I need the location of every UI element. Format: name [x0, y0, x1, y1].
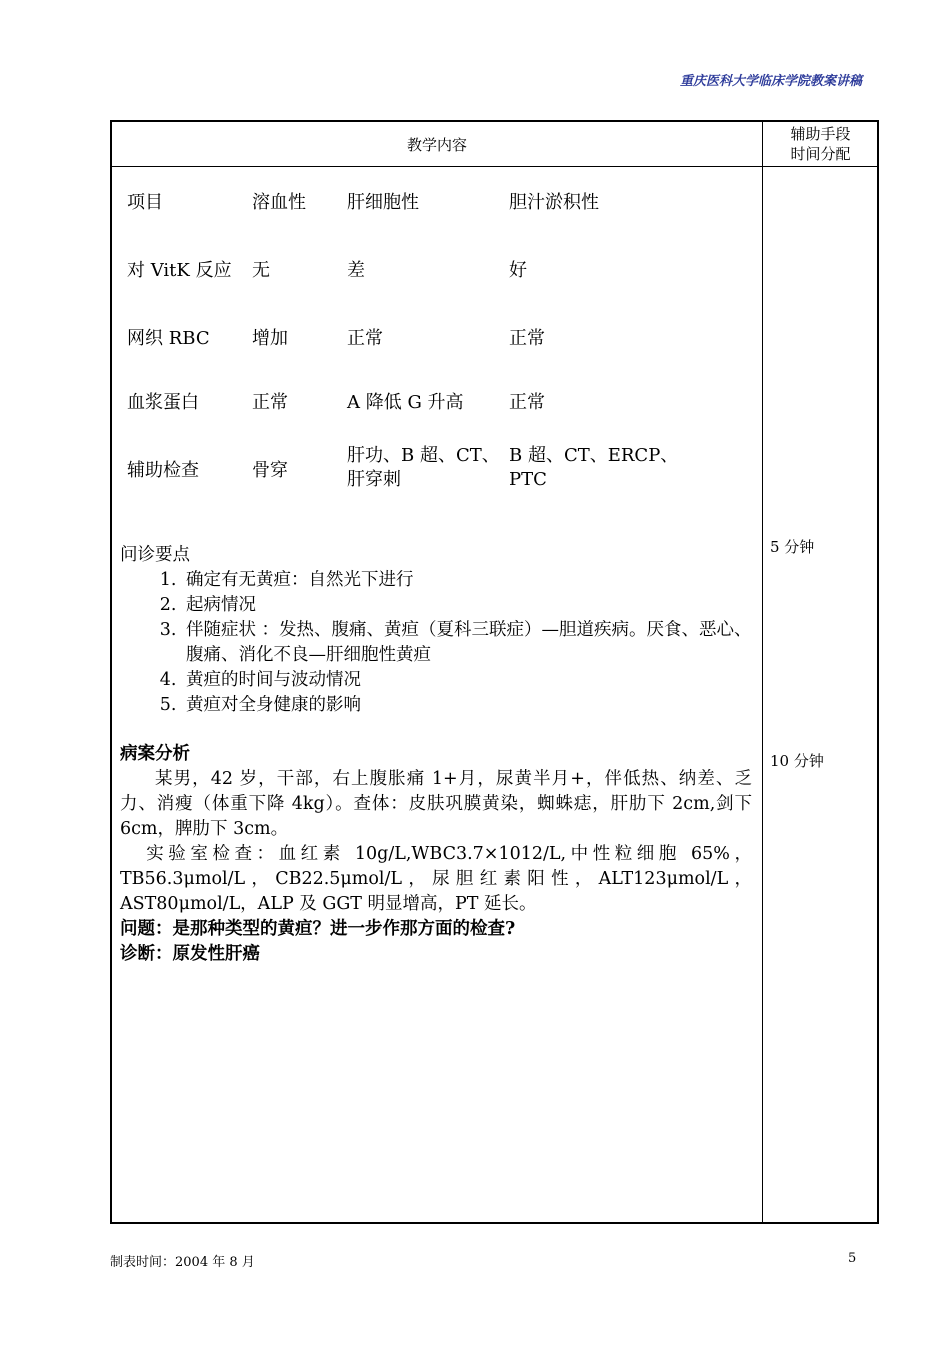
cell-hepatocellular-aux — [347, 444, 500, 492]
cell: 项目 — [127, 192, 163, 213]
case-question: 问题：是那种类型的黄疸？进一步作那方面的检查? — [120, 919, 516, 939]
cell: 辅助检查 — [127, 460, 199, 481]
cell-line: 肝穿刺 — [347, 469, 401, 490]
footer-date: 制表时间：2004 年 8 月 — [110, 1255, 255, 1270]
side-header-line2: 时间分配 — [790, 145, 851, 163]
list-item: 2. 起病情况 — [182, 593, 752, 618]
cell: 正常 — [252, 392, 288, 413]
cell: 对 VitK 反应 — [127, 260, 232, 281]
list-item: 3. 伴随症状 ：发热、腹痛、黄疸（夏科三联症）—胆道疾病。厌食、恶心、腹痛、消化不良—肝细胞性黄疸 — [182, 618, 752, 668]
cell: 网织 RBC — [127, 328, 210, 349]
cell: 无 — [252, 260, 270, 281]
case-diagnosis: 诊断：原发性肝癌 — [120, 944, 260, 964]
cell-cholestatic-aux — [509, 444, 678, 492]
side-column-header — [762, 124, 879, 164]
inquiry-time: 5 分钟 — [770, 538, 815, 556]
cell: 好 — [509, 260, 527, 281]
case-time: 10 分钟 — [770, 752, 824, 770]
cell-line: 肝功、B 超、CT、 — [347, 445, 500, 466]
side-header-line1: 辅助手段 — [790, 125, 851, 143]
cell-line: B 超、CT、ERCP、 — [509, 445, 679, 466]
institution-header: 重庆医科大学临床学院教案讲稿 — [679, 74, 862, 89]
case-title: 病案分析 — [120, 744, 190, 764]
case-section — [120, 742, 752, 967]
case-history: 某男，42 岁，干部，右上腹胀痛 1+月，尿黄半月+，伴低热、纳差、乏力、消瘦（体重下降 4kg）。查体：皮肤巩膜黄染，蜘蛛痣，肝肋下 2cm,剑下 6cm，脾肋下 3cm。 — [120, 769, 752, 839]
cell: 溶血性 — [252, 192, 306, 213]
cell: A 降低 G 升高 — [347, 392, 464, 413]
cell: 增加 — [252, 328, 288, 349]
page-number: 5 — [848, 1251, 857, 1266]
list-item: 4. 黄疸的时间与波动情况 — [182, 668, 752, 693]
comparison-row-aux — [112, 444, 762, 500]
cell: 血浆蛋白 — [127, 392, 199, 413]
lesson-table — [110, 120, 879, 1224]
list-item: 1. 确定有无黄疸：自然光下进行 — [182, 568, 752, 593]
cell: 正常 — [509, 328, 545, 349]
cell: 正常 — [509, 392, 545, 413]
inquiry-list — [120, 568, 752, 718]
header-divider — [112, 166, 877, 167]
cell: 肝细胞性 — [347, 192, 419, 213]
content-column-header: 教学内容 — [406, 136, 467, 154]
case-lab-results: 实验室检查：血红素 10g/L,WBC3.7×1012/L,中性粒细胞 65%，TB56.3μmol/L，CB22.5μmol/L，尿胆红素阳性，ALT123μmol/L，AST80μmol/L，ALP 及 GGT 明显增高，PT 延长。 — [120, 844, 752, 914]
cell: 胆汁淤积性 — [509, 192, 599, 213]
inquiry-section — [120, 543, 752, 718]
cell: 骨穿 — [252, 460, 288, 481]
list-item: 5. 黄疸对全身健康的影响 — [182, 693, 752, 718]
cell-line: PTC — [509, 469, 547, 490]
inquiry-title: 问诊要点 — [120, 545, 190, 565]
column-divider — [762, 122, 763, 1222]
cell: 差 — [347, 260, 365, 281]
cell: 正常 — [347, 328, 383, 349]
